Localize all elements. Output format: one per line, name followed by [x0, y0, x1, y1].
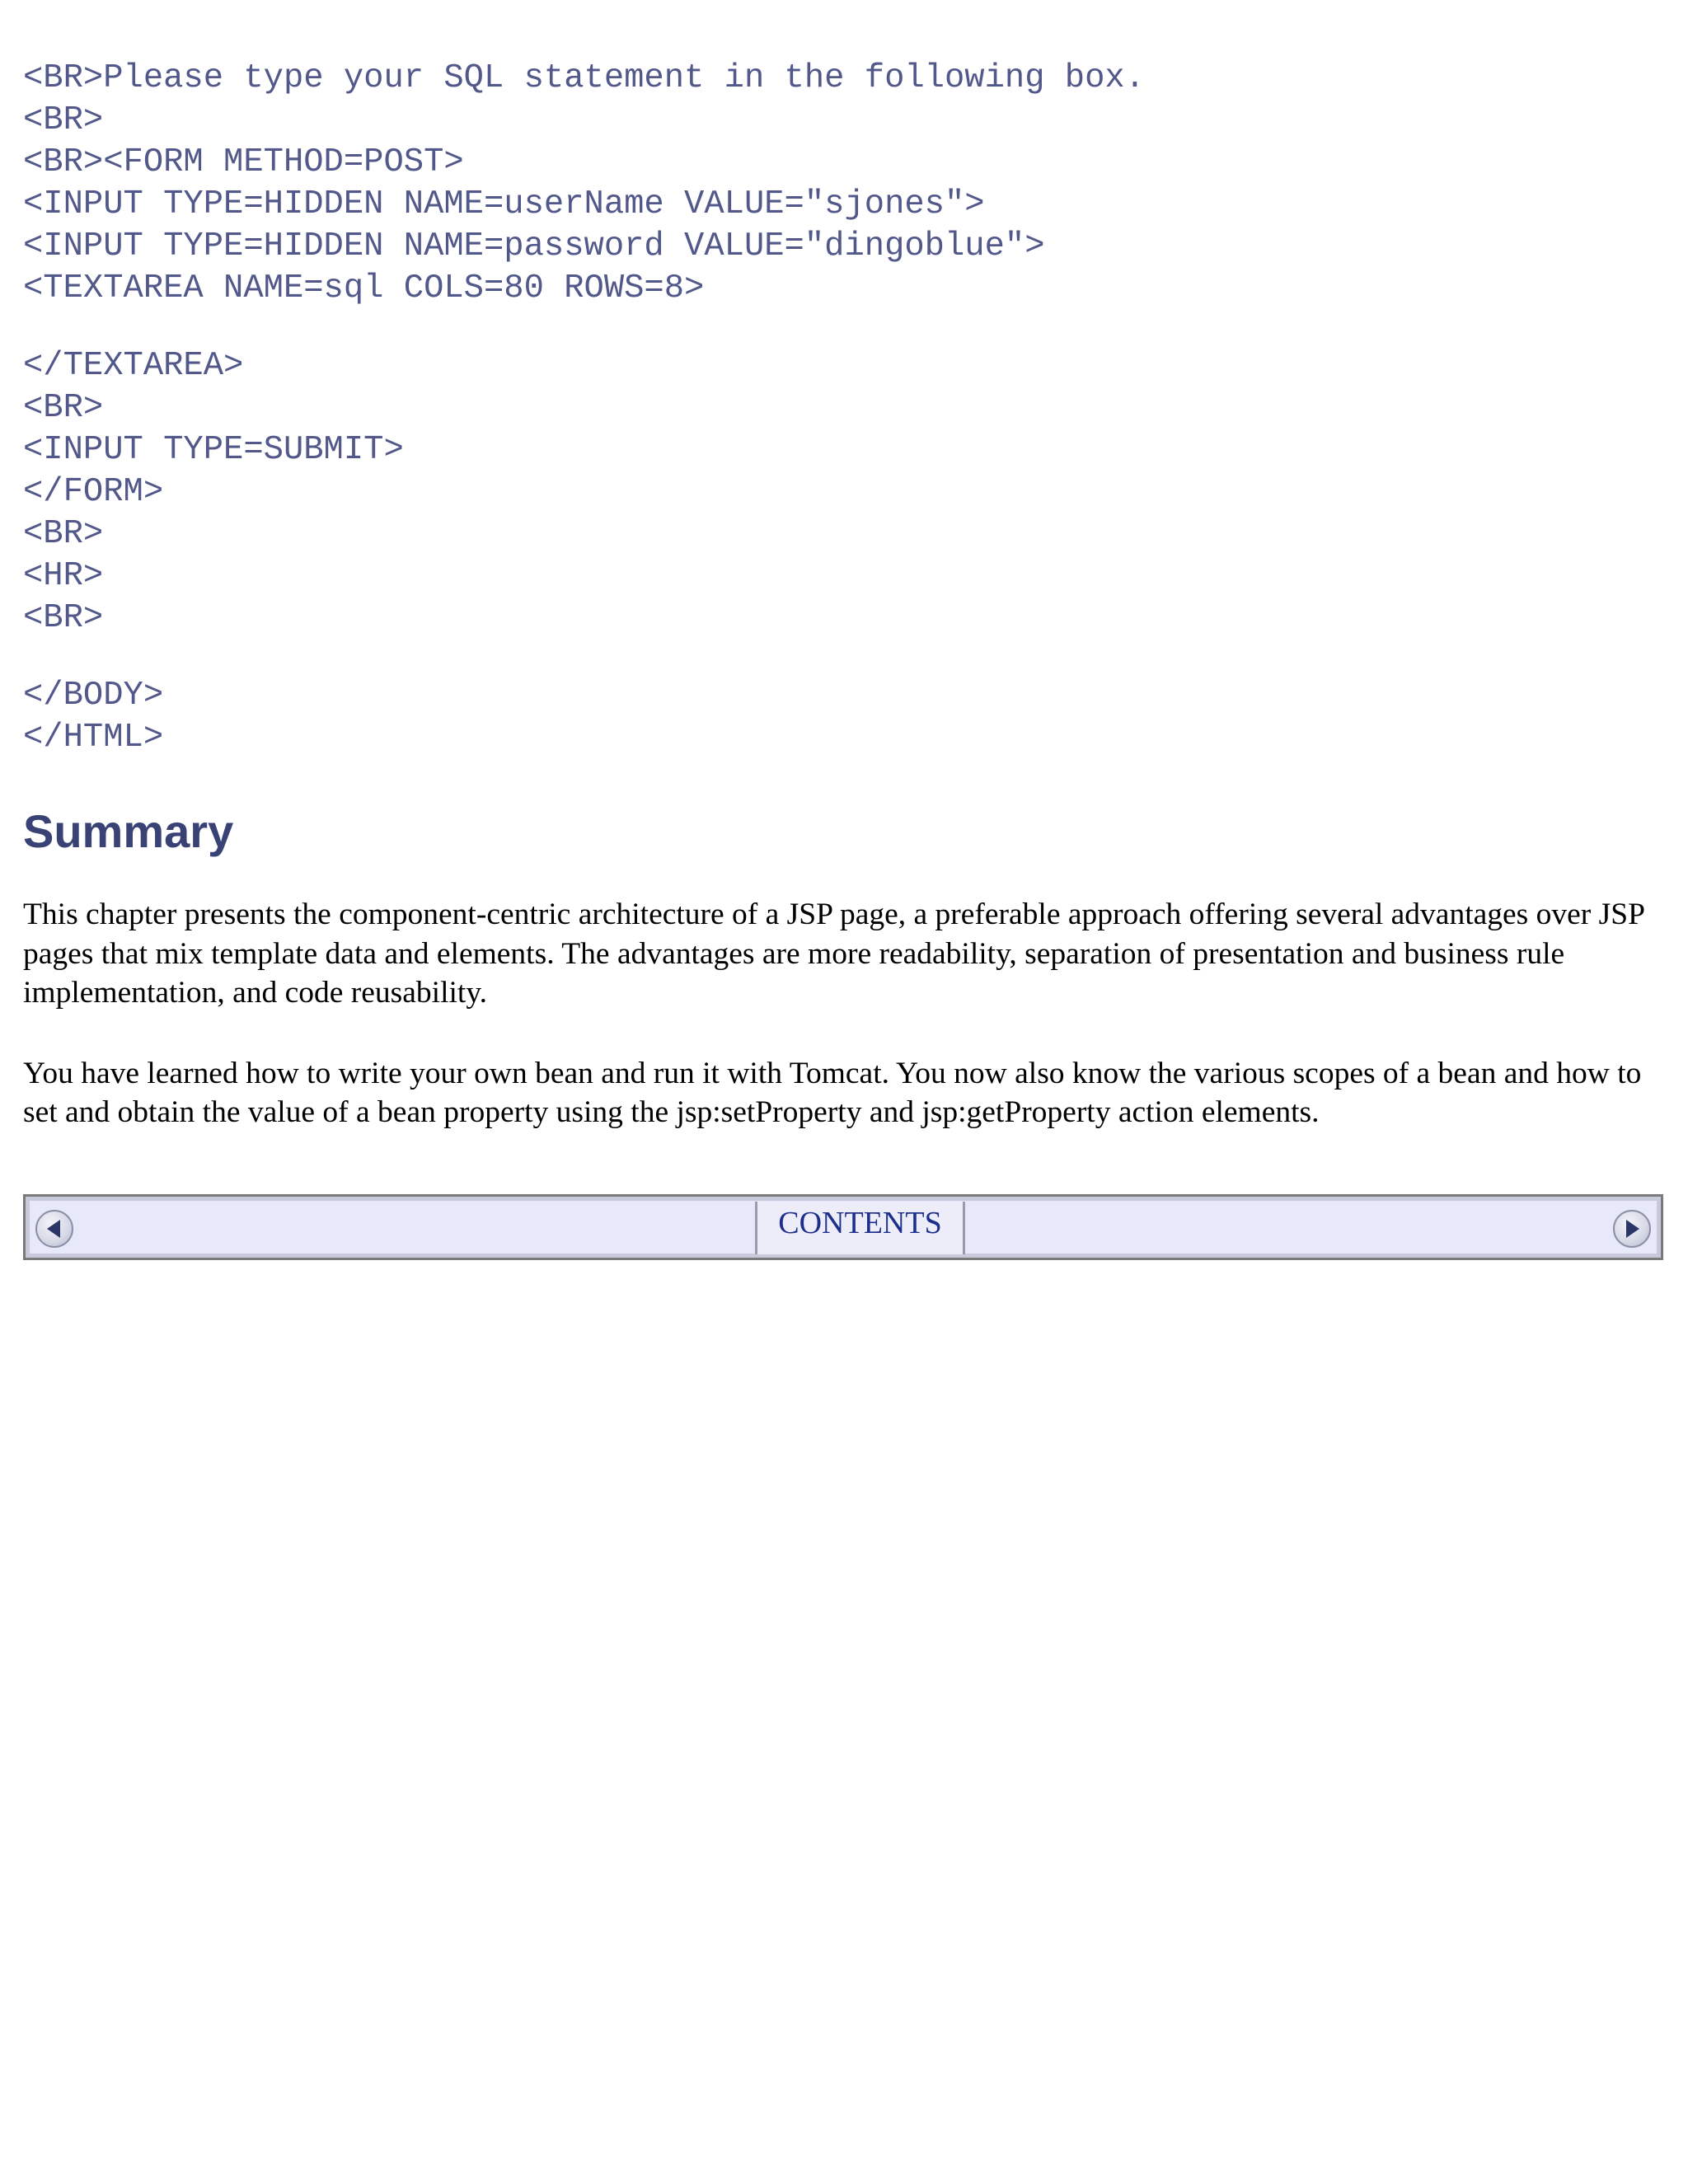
code-line: <INPUT TYPE=SUBMIT>	[23, 431, 404, 469]
code-blank-line	[23, 310, 1667, 345]
next-arrow-icon	[1615, 1212, 1649, 1246]
code-line: <INPUT TYPE=HIDDEN NAME=password VALUE="dingoblue">	[23, 227, 1045, 265]
contents-cell	[755, 1202, 965, 1254]
contents-link[interactable]: CONTENTS	[778, 1206, 942, 1240]
code-line: <TEXTAREA NAME=sql COLS=80 ROWS=8>	[23, 269, 705, 307]
code-blank-line	[23, 640, 1667, 675]
summary-paragraph: You have learned how to write your own bean and run it with Tomcat. You now also know the various scopes of a bean and how to set and obtain the value of a bean property using the jsp:setProperty and jsp:getProperty action elements.	[23, 1056, 1642, 1129]
previous-page-button[interactable]	[35, 1210, 73, 1248]
code-line: <BR>	[23, 599, 104, 637]
page-navigation-bar	[23, 1194, 1663, 1260]
code-line: <BR>	[23, 389, 104, 427]
page-content	[23, 58, 1667, 1132]
summary-paragraph: This chapter presents the component-centric architecture of a JSP page, a preferable approach offering several advantages over JSP pages that mix template data and elements. The advantages are more readability, separation of presentation and business rule implementation, and code reusability.	[23, 898, 1644, 1010]
previous-arrow-icon	[37, 1212, 72, 1246]
code-line: </FORM>	[23, 473, 164, 511]
next-page-button[interactable]	[1613, 1210, 1651, 1248]
code-line: </TEXTAREA>	[23, 347, 244, 385]
code-listing	[23, 58, 1667, 759]
code-line: <INPUT TYPE=HIDDEN NAME=userName VALUE="sjones">	[23, 185, 985, 223]
code-line: <BR><FORM METHOD=POST>	[23, 143, 464, 181]
code-line: <HR>	[23, 557, 104, 595]
code-line: <BR>	[23, 515, 104, 553]
code-line: </BODY>	[23, 677, 164, 715]
code-line: <BR>	[23, 101, 104, 139]
code-line: <BR>Please type your SQL statement in the following box.	[23, 59, 1146, 97]
summary-heading: Summary	[23, 805, 234, 857]
code-line: </HTML>	[23, 719, 164, 757]
